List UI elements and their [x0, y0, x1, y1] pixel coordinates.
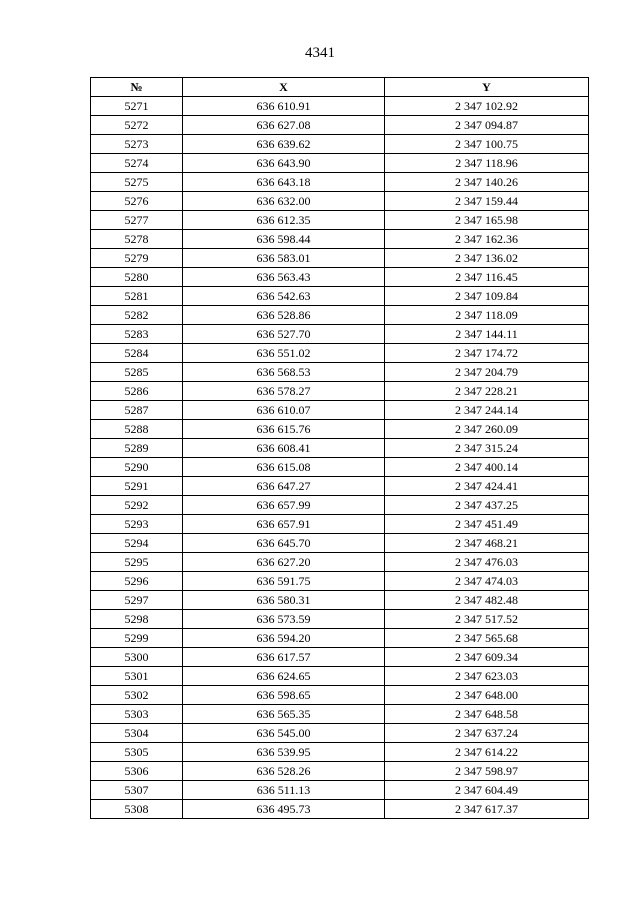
cell-number: 5302	[91, 686, 183, 705]
table-row	[91, 268, 589, 287]
cell-x: 636 598.44	[183, 230, 385, 249]
header-number: №	[91, 78, 183, 97]
table-row	[91, 249, 589, 268]
cell-number: 5286	[91, 382, 183, 401]
header-x: X	[183, 78, 385, 97]
cell-y: 2 347 174.72	[385, 344, 589, 363]
cell-y: 2 347 617.37	[385, 800, 589, 819]
cell-x: 636 583.01	[183, 249, 385, 268]
cell-number: 5274	[91, 154, 183, 173]
cell-y: 2 347 517.52	[385, 610, 589, 629]
cell-y: 2 347 102.92	[385, 97, 589, 116]
cell-x: 636 612.35	[183, 211, 385, 230]
table-row	[91, 781, 589, 800]
cell-y: 2 347 451.49	[385, 515, 589, 534]
cell-number: 5288	[91, 420, 183, 439]
cell-x: 636 643.18	[183, 173, 385, 192]
cell-number: 5278	[91, 230, 183, 249]
table-header-row	[91, 78, 589, 97]
cell-number: 5295	[91, 553, 183, 572]
cell-number: 5298	[91, 610, 183, 629]
table-row	[91, 192, 589, 211]
table-row	[91, 515, 589, 534]
cell-x: 636 617.57	[183, 648, 385, 667]
cell-x: 636 639.62	[183, 135, 385, 154]
cell-x: 636 578.27	[183, 382, 385, 401]
cell-number: 5299	[91, 629, 183, 648]
table-row	[91, 686, 589, 705]
cell-x: 636 624.65	[183, 667, 385, 686]
cell-y: 2 347 609.34	[385, 648, 589, 667]
table-row	[91, 629, 589, 648]
table-row	[91, 116, 589, 135]
table-row	[91, 230, 589, 249]
cell-y: 2 347 094.87	[385, 116, 589, 135]
cell-y: 2 347 204.79	[385, 363, 589, 382]
cell-number: 5307	[91, 781, 183, 800]
table-row	[91, 97, 589, 116]
table-row	[91, 800, 589, 819]
page-number: 4341	[305, 45, 335, 61]
table-row	[91, 610, 589, 629]
cell-x: 636 495.73	[183, 800, 385, 819]
cell-number: 5296	[91, 572, 183, 591]
cell-number: 5289	[91, 439, 183, 458]
table-row	[91, 154, 589, 173]
cell-number: 5294	[91, 534, 183, 553]
table-row	[91, 420, 589, 439]
cell-x: 636 511.13	[183, 781, 385, 800]
cell-y: 2 347 474.03	[385, 572, 589, 591]
cell-x: 636 627.20	[183, 553, 385, 572]
cell-y: 2 347 604.49	[385, 781, 589, 800]
cell-y: 2 347 598.97	[385, 762, 589, 781]
table-row	[91, 306, 589, 325]
cell-x: 636 615.76	[183, 420, 385, 439]
cell-x: 636 591.75	[183, 572, 385, 591]
table-row	[91, 705, 589, 724]
header-y: Y	[385, 78, 589, 97]
cell-x: 636 539.95	[183, 743, 385, 762]
cell-y: 2 347 165.98	[385, 211, 589, 230]
cell-number: 5282	[91, 306, 183, 325]
cell-number: 5276	[91, 192, 183, 211]
cell-number: 5305	[91, 743, 183, 762]
table-row	[91, 667, 589, 686]
cell-number: 5283	[91, 325, 183, 344]
cell-number: 5290	[91, 458, 183, 477]
cell-x: 636 657.91	[183, 515, 385, 534]
cell-number: 5272	[91, 116, 183, 135]
cell-number: 5300	[91, 648, 183, 667]
cell-x: 636 565.35	[183, 705, 385, 724]
table-row	[91, 382, 589, 401]
cell-number: 5280	[91, 268, 183, 287]
cell-number: 5306	[91, 762, 183, 781]
cell-x: 636 610.07	[183, 401, 385, 420]
cell-y: 2 347 118.09	[385, 306, 589, 325]
cell-y: 2 347 159.44	[385, 192, 589, 211]
table-row	[91, 648, 589, 667]
cell-y: 2 347 100.75	[385, 135, 589, 154]
cell-x: 636 627.08	[183, 116, 385, 135]
cell-y: 2 347 614.22	[385, 743, 589, 762]
cell-number: 5284	[91, 344, 183, 363]
cell-x: 636 568.53	[183, 363, 385, 382]
cell-y: 2 347 400.14	[385, 458, 589, 477]
cell-number: 5291	[91, 477, 183, 496]
cell-y: 2 347 244.14	[385, 401, 589, 420]
table-row	[91, 572, 589, 591]
table-row	[91, 743, 589, 762]
cell-number: 5273	[91, 135, 183, 154]
cell-number: 5301	[91, 667, 183, 686]
cell-number: 5292	[91, 496, 183, 515]
cell-x: 636 643.90	[183, 154, 385, 173]
cell-x: 636 580.31	[183, 591, 385, 610]
cell-x: 636 610.91	[183, 97, 385, 116]
cell-x: 636 528.86	[183, 306, 385, 325]
cell-number: 5304	[91, 724, 183, 743]
cell-number: 5279	[91, 249, 183, 268]
cell-y: 2 347 144.11	[385, 325, 589, 344]
cell-y: 2 347 476.03	[385, 553, 589, 572]
table-row	[91, 477, 589, 496]
cell-y: 2 347 118.96	[385, 154, 589, 173]
cell-y: 2 347 424.41	[385, 477, 589, 496]
table-row	[91, 135, 589, 154]
cell-x: 636 528.26	[183, 762, 385, 781]
cell-y: 2 347 162.36	[385, 230, 589, 249]
cell-y: 2 347 116.45	[385, 268, 589, 287]
cell-y: 2 347 315.24	[385, 439, 589, 458]
cell-number: 5275	[91, 173, 183, 192]
cell-x: 636 598.65	[183, 686, 385, 705]
cell-number: 5293	[91, 515, 183, 534]
cell-y: 2 347 637.24	[385, 724, 589, 743]
table-row	[91, 553, 589, 572]
table-row	[91, 211, 589, 230]
table-body	[91, 97, 589, 819]
cell-y: 2 347 482.48	[385, 591, 589, 610]
cell-y: 2 347 565.68	[385, 629, 589, 648]
table-row	[91, 458, 589, 477]
table-row	[91, 762, 589, 781]
cell-number: 5271	[91, 97, 183, 116]
cell-number: 5308	[91, 800, 183, 819]
cell-y: 2 347 437.25	[385, 496, 589, 515]
table-row	[91, 363, 589, 382]
cell-x: 636 573.59	[183, 610, 385, 629]
cell-x: 636 608.41	[183, 439, 385, 458]
cell-number: 5297	[91, 591, 183, 610]
cell-x: 636 647.27	[183, 477, 385, 496]
table-row	[91, 591, 589, 610]
cell-number: 5303	[91, 705, 183, 724]
table-row	[91, 496, 589, 515]
cell-x: 636 594.20	[183, 629, 385, 648]
table-row	[91, 401, 589, 420]
cell-y: 2 347 140.26	[385, 173, 589, 192]
table-row	[91, 724, 589, 743]
cell-y: 2 347 228.21	[385, 382, 589, 401]
cell-x: 636 657.99	[183, 496, 385, 515]
cell-number: 5277	[91, 211, 183, 230]
coordinates-table	[90, 77, 589, 819]
cell-x: 636 563.43	[183, 268, 385, 287]
cell-x: 636 545.00	[183, 724, 385, 743]
table-row	[91, 534, 589, 553]
cell-y: 2 347 260.09	[385, 420, 589, 439]
cell-y: 2 347 136.02	[385, 249, 589, 268]
cell-y: 2 347 109.84	[385, 287, 589, 306]
cell-x: 636 632.00	[183, 192, 385, 211]
cell-y: 2 347 648.00	[385, 686, 589, 705]
cell-number: 5287	[91, 401, 183, 420]
cell-x: 636 615.08	[183, 458, 385, 477]
cell-y: 2 347 468.21	[385, 534, 589, 553]
cell-y: 2 347 623.03	[385, 667, 589, 686]
cell-y: 2 347 648.58	[385, 705, 589, 724]
cell-x: 636 542.63	[183, 287, 385, 306]
cell-number: 5281	[91, 287, 183, 306]
table-row	[91, 439, 589, 458]
cell-number: 5285	[91, 363, 183, 382]
table-row	[91, 344, 589, 363]
cell-x: 636 551.02	[183, 344, 385, 363]
table-row	[91, 287, 589, 306]
table-row	[91, 173, 589, 192]
cell-x: 636 527.70	[183, 325, 385, 344]
table-row	[91, 325, 589, 344]
cell-x: 636 645.70	[183, 534, 385, 553]
